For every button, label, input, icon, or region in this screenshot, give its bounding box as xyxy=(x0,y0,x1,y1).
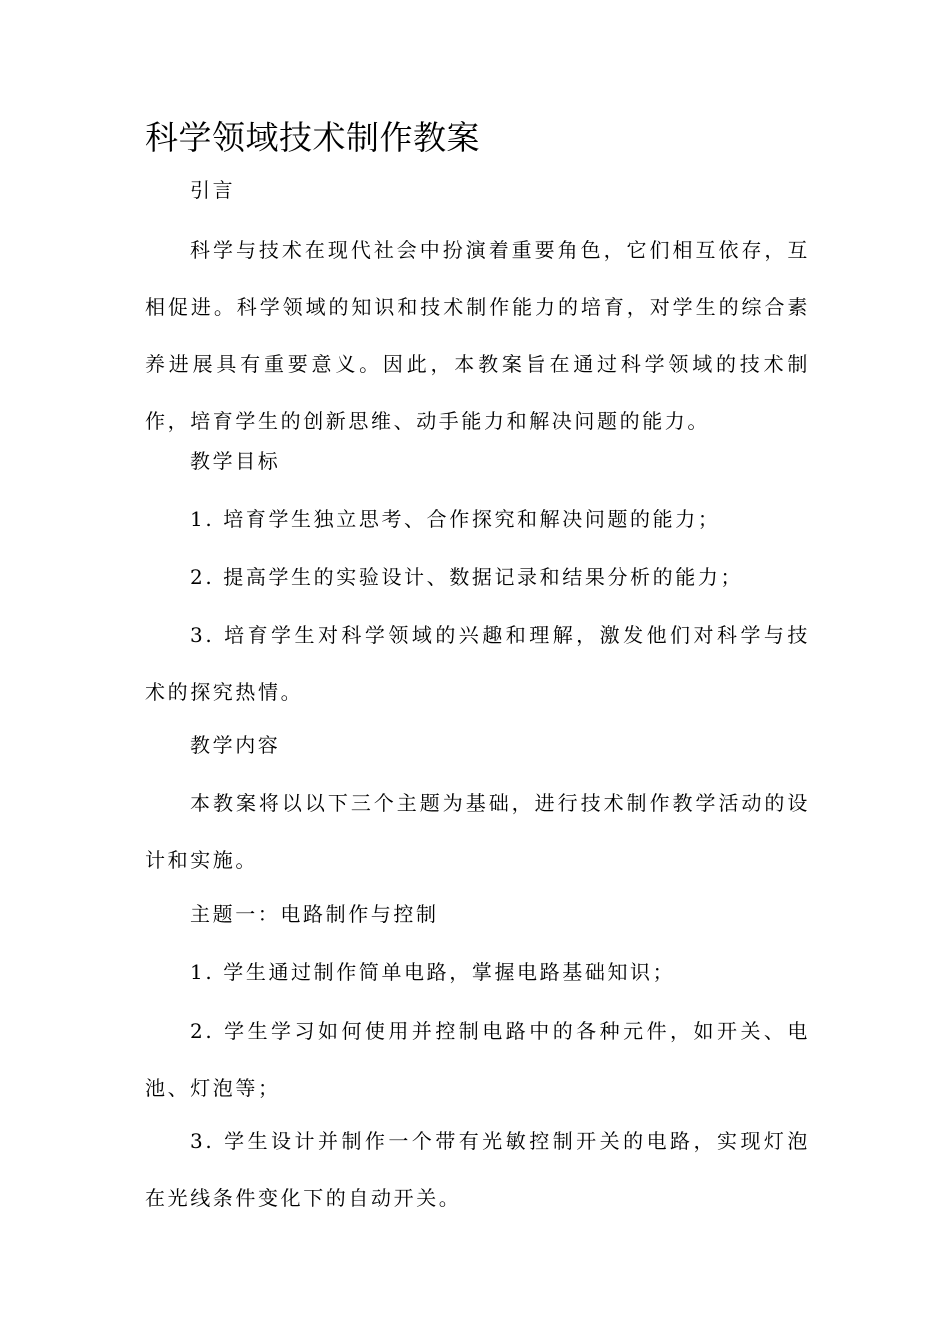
topic-one-item-1: 1. 学生通过制作简单电路，掌握电路基础知识； xyxy=(190,960,676,984)
topic-one-item-2: 2. 学生学习如何使用并控制电路中的各种元件，如开关、电池、灯泡等； xyxy=(145,1019,810,1100)
heading-teaching-content: 教学内容 xyxy=(190,733,281,757)
heading-topic-one: 主题一：电路制作与控制 xyxy=(190,902,439,926)
paragraph-introduction: 科学与技术在现代社会中扮演着重要角色，它们相互依存，互相促进。科学领域的知识和技术制作能力的培育，对学生的综合素养进展具有重要意义。因此，本教案旨在通过科学领域的技术制作，培育学生的创新思维、动手能力和解决问题的能力。 xyxy=(145,238,810,433)
goal-item-1: 1. 培育学生独立思考、合作探究和解决问题的能力； xyxy=(190,507,721,531)
goal-item-3: 3. 培育学生对科学领域的兴趣和理解，激发他们对科学与技术的探究热情。 xyxy=(145,623,810,704)
heading-introduction: 引言 xyxy=(190,178,236,202)
document-title: 科学领域技术制作教案 xyxy=(145,118,480,157)
paragraph-content-intro: 本教案将以以下三个主题为基础，进行技术制作教学活动的设计和实施。 xyxy=(145,791,810,872)
heading-teaching-goals: 教学目标 xyxy=(190,449,281,473)
topic-one-item-3: 3. 学生设计并制作一个带有光敏控制开关的电路，实现灯泡在光线条件变化下的自动开关。 xyxy=(145,1129,810,1210)
goal-item-2: 2. 提高学生的实验设计、数据记录和结果分析的能力； xyxy=(190,565,744,589)
